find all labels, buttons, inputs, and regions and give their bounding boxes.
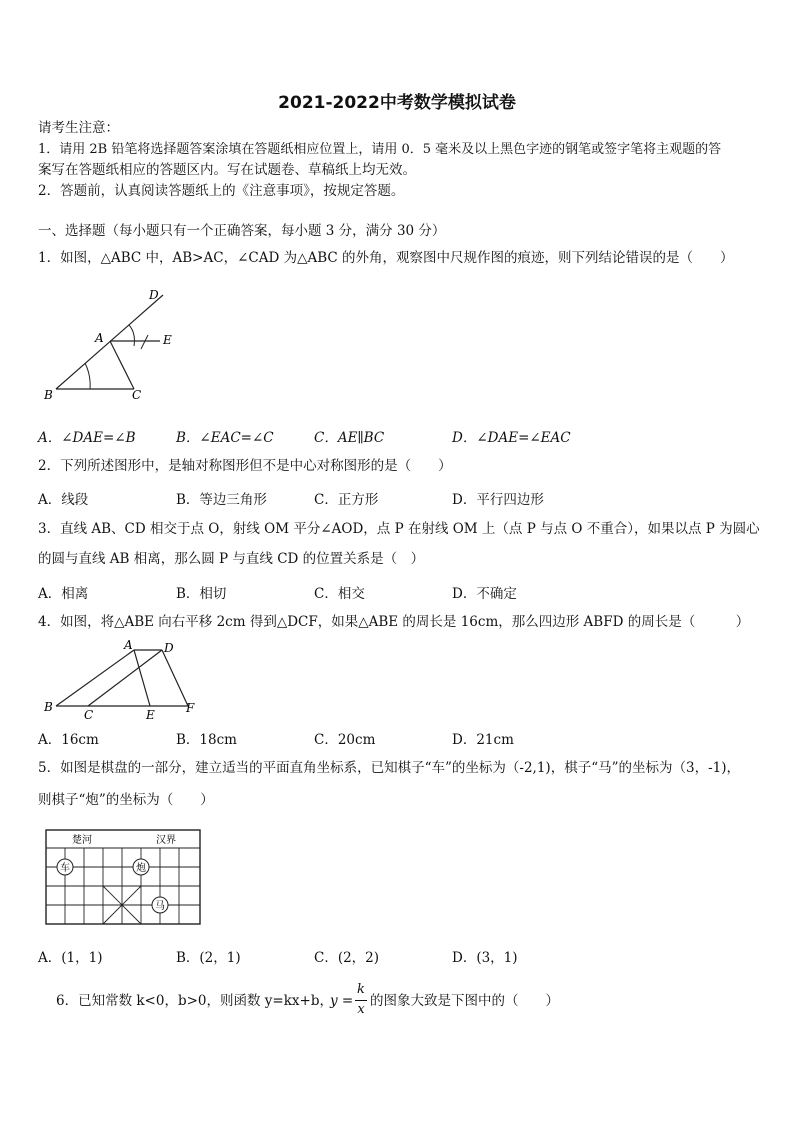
q5-option-b[interactable]: B．(2，1) <box>176 950 241 966</box>
q4-label-d: D <box>164 641 174 655</box>
q6-fraction-numerator: k <box>357 982 365 997</box>
q4-label-c: C <box>84 708 94 722</box>
q1-arc-b <box>85 363 90 389</box>
q4-option-b[interactable]: B．18cm <box>176 732 237 748</box>
q1-figure <box>38 283 188 403</box>
q1-arc-mark <box>141 335 148 349</box>
piece-pao <box>133 859 149 875</box>
board-river-left: 楚河 <box>72 835 92 846</box>
q2-option-a[interactable]: A．线段 <box>38 492 89 508</box>
q3-option-b[interactable]: B．相切 <box>176 586 227 602</box>
q5-option-d[interactable]: D．(3，1) <box>452 950 518 966</box>
q3-stem-line-2: 的圆与直线 AB 相离，那么圆 P 与直线 CD 的位置关系是（ ） <box>38 551 425 567</box>
q4-stem: 4．如图，将△ABE 向右平移 2cm 得到△DCF，如果△ABE 的周长是 16cm，那么四边形 ABFD 的周长是（ ） <box>38 614 750 630</box>
notice-line-3: 2．答题前，认真阅读答题纸上的《注意事项》，按规定答题。 <box>38 183 405 199</box>
q5-chessboard <box>44 828 204 928</box>
q6-fraction-bar <box>355 1000 367 1001</box>
notice-line-1: 1．请用 2B 铅笔将选择题答案涂填在答题纸相应位置上，请用 0．5 毫米及以上黑色字迹的钢笔或签字笔将主观题的答 <box>38 142 722 157</box>
q4-line-dc <box>88 650 162 706</box>
q4-label-e: E <box>146 708 155 722</box>
q5-option-c[interactable]: C．(2，2) <box>314 950 380 966</box>
q4-line-ae <box>134 650 150 706</box>
q1-option-a[interactable]: A．∠DAE=∠B <box>38 430 136 446</box>
q3-option-d[interactable]: D．不确定 <box>452 586 517 602</box>
q6-stem-pre: 6．已知常数 k<0，b>0，则函数 y=kx+b， <box>56 993 333 1009</box>
piece-ma-label: 马 <box>155 901 165 912</box>
q1-option-d[interactable]: D．∠DAE=∠EAC <box>452 430 571 446</box>
piece-pao-label: 炮 <box>136 863 146 874</box>
q1-label-b: B <box>44 388 53 402</box>
q2-option-d[interactable]: D．平行四边形 <box>452 492 544 508</box>
q4-option-a[interactable]: A．16cm <box>38 732 99 748</box>
q4-label-b: B <box>44 700 53 714</box>
q3-stem-line-1: 3．直线 AB、CD 相交于点 O，射线 OM 平分∠AOD，点 P 在射线 OM 上（点 P 与点 O 不重合），如果以点 P 为圆心 <box>38 521 760 537</box>
piece-che <box>57 859 73 875</box>
notice-heading: 请考生注意： <box>38 120 119 136</box>
q4-label-f: F <box>186 701 195 715</box>
q2-stem: 2．下列所述图形中，是轴对称图形但不是中心对称图形的是（ ） <box>38 458 452 474</box>
q1-label-a: A <box>95 331 104 345</box>
q2-option-b[interactable]: B．等边三角形 <box>176 492 267 508</box>
q2-option-c[interactable]: C．正方形 <box>314 492 379 508</box>
piece-che-label: 车 <box>60 863 70 874</box>
q3-option-a[interactable]: A．相离 <box>38 586 89 602</box>
q5-stem-line-2: 则棋子“炮”的坐标为（ ） <box>38 792 214 808</box>
q1-label-e: E <box>163 333 172 347</box>
q6-y-equals: y = <box>330 993 354 1009</box>
q1-label-d: D <box>149 288 159 302</box>
q1-line-ac <box>110 341 134 389</box>
exam-title: 2021-2022中考数学模拟试卷 <box>278 93 516 113</box>
board-river-right: 汉界 <box>156 835 176 846</box>
q1-option-c[interactable]: C．AE∥BC <box>314 430 385 446</box>
q1-label-c: C <box>132 388 142 402</box>
board-frame <box>46 830 200 924</box>
notice-line-2: 案写在答题纸相应的答题区内。写在试题卷、草稿纸上均无效。 <box>38 162 416 178</box>
q6-fraction-denominator: x <box>357 1002 365 1017</box>
q1-option-b[interactable]: B．∠EAC=∠C <box>176 430 274 446</box>
q4-line-df <box>162 650 188 706</box>
q4-figure <box>38 638 208 722</box>
q3-option-c[interactable]: C．相交 <box>314 586 365 602</box>
q4-option-c[interactable]: C．20cm <box>314 732 376 748</box>
q4-option-d[interactable]: D．21cm <box>452 732 514 748</box>
q5-stem-line-1: 5．如图是棋盘的一部分，建立适当的平面直角坐标系，已知棋子“车”的坐标为（-2,1)，棋子“马”的坐标为（3，-1)， <box>38 760 740 776</box>
q1-line-bd <box>56 295 163 389</box>
q4-line-ba <box>56 650 134 706</box>
piece-ma <box>152 897 168 913</box>
q6-stem-post: 的图象大致是下图中的（ ） <box>370 993 559 1009</box>
section-heading: 一、选择题（每小题只有一个正确答案，每小题 3 分，满分 30 分） <box>38 223 446 239</box>
q1-stem: 1．如图，△ABC 中，AB>AC，∠CAD 为△ABC 的外角，观察图中尺规作图的痕迹，则下列结论错误的是（ ） <box>38 250 734 266</box>
q1-arc-a <box>129 325 134 346</box>
board-grid <box>46 848 200 924</box>
q4-label-a: A <box>124 638 133 652</box>
q5-option-a[interactable]: A．(1，1) <box>38 950 103 966</box>
